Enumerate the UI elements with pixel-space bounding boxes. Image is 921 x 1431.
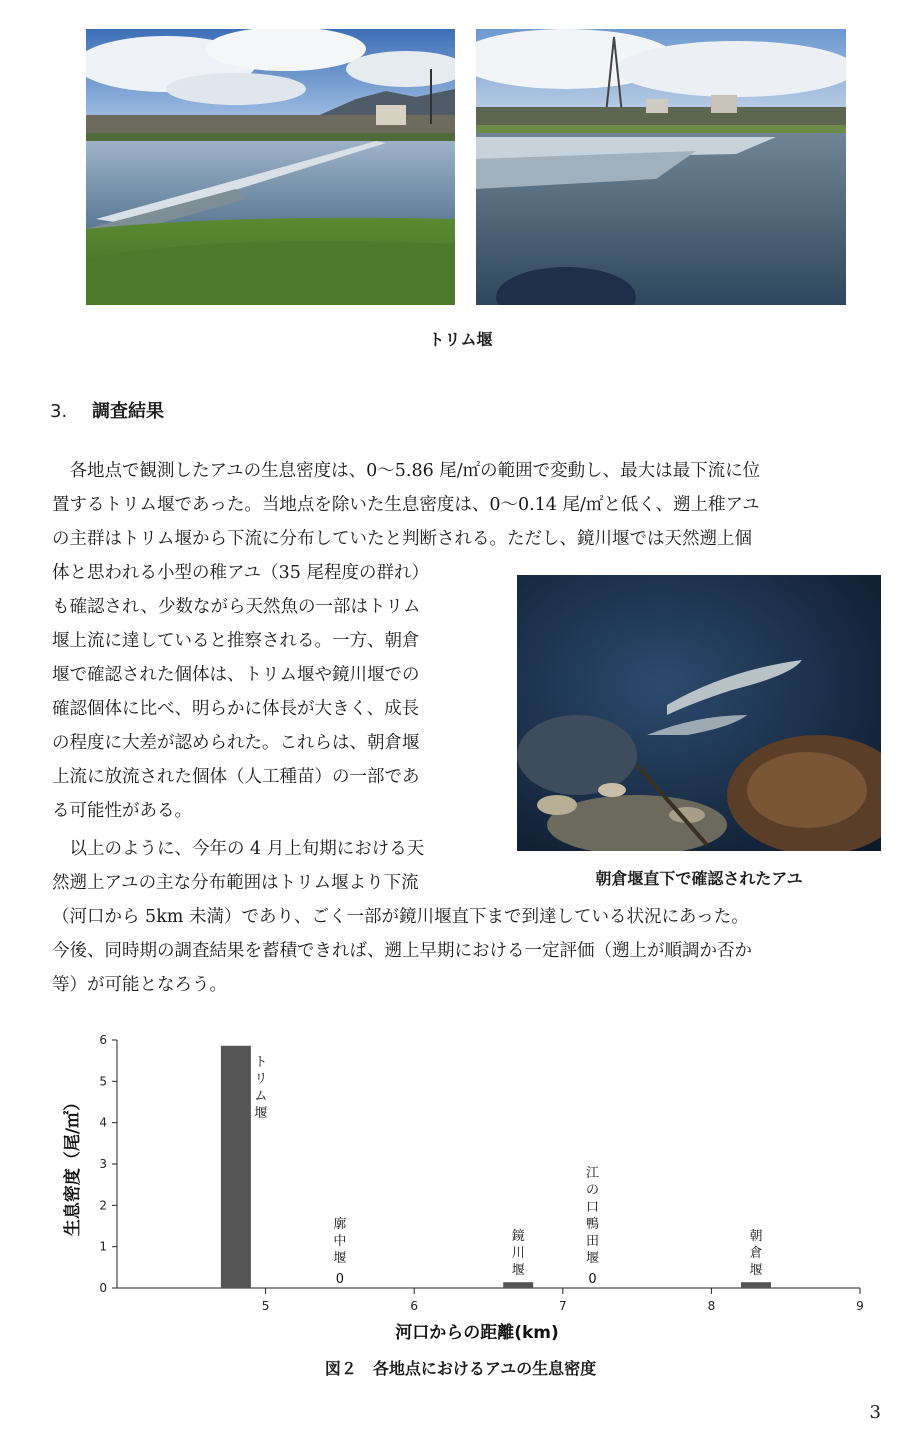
chart-bar-label: トリム堰 [254,1054,268,1121]
chart-x-tick-label: 9 [856,1299,864,1313]
chart-bar-label: 廓中堰 [333,1217,347,1266]
body-line: も確認され、少数ながら天然魚の一部はトリム [52,597,421,617]
chart-y-tick-label: 4 [99,1115,107,1130]
trim-weir-photo-left [86,29,455,305]
chart-x-tick-label: 7 [558,1299,567,1313]
chart-y-tick-label: 3 [99,1157,107,1171]
trim-weir-photo-right [476,29,846,305]
body-line: 確認個体に比べ、明らかに体長が大きく、成長 [52,699,420,719]
body-line: る可能性がある。 [52,801,192,821]
chart-x-tick-label: 8 [707,1299,716,1313]
chart-y-tick-label: 2 [99,1198,107,1213]
body-line: （河口から 5km 未満）であり、ごく一部が鏡川堰直下まで到達している状況にあった。 [52,907,749,927]
chart-y-tick-label: 5 [99,1074,107,1089]
chart-x-axis-label: 河口からの距離(km) [395,1323,559,1343]
figure-caption: 図２ 各地点におけるアユの生息密度 [324,1359,597,1378]
body-line: 置するトリム堰であった。当地点を除いた生息密度は、0〜0.14 尾/㎡と低く、遡上稚アユ [52,495,760,515]
chart-y-axis-label: 生息密度（尾/㎡） [63,1093,83,1237]
chart-y-tick-label: 6 [99,1033,107,1047]
body-line: 今後、同時期の調査結果を蓄積できれば、遡上早期における一定評価（遡上が順調か否か [52,941,752,961]
chart-bar-label: 江の口鴨田堰 [586,1166,600,1266]
chart-bar [741,1282,771,1288]
chart-x-tick-label: 5 [261,1299,270,1313]
ayu-density-bar-chart [40,1020,880,1350]
body-line: の程度に大差が認められた。これらは、朝倉堰 [52,733,420,753]
body-line: 堰で確認された個体は、トリム堰や鏡川堰での [52,665,420,685]
photo-caption-ayu: 朝倉堰直下で確認されたアユ [595,869,803,888]
section-number: 3. [50,401,68,422]
body-line: の主群はトリム堰から下流に分布していたと判断される。ただし、鏡川堰では天然遡上個 [52,529,752,549]
chart-bar-label: 鏡川堰 [511,1229,525,1279]
body-line: 以上のように、今年の 4 月上旬期における天 [52,839,425,859]
body-line: 各地点で観測したアユの生息密度は、0〜5.86 尾/㎡の範囲で変動し、最大は最下流に位 [52,461,761,481]
body-line: 体と思われる小型の稚アユ（35 尾程度の群れ） [52,563,429,583]
chart-y-tick-label: 1 [99,1239,107,1254]
chart-layer [99,1033,863,1313]
ayu-underwater-photo [517,575,881,851]
chart-bar-label: 朝倉堰 [749,1229,763,1279]
section-title: 調査結果 [92,401,164,422]
chart-bar [503,1282,533,1288]
page-number: 3 [869,1402,881,1423]
section-heading [50,397,164,423]
body-line: 等）が可能となろう。 [52,975,227,995]
body-line: 堰上流に達していると推察される。一方、朝倉 [52,631,420,651]
chart-value-label: 0 [588,1272,597,1287]
photo-caption-trim-weir: トリム堰 [428,330,493,349]
body-line: 上流に放流された個体（人工種苗）の一部であ [52,767,420,787]
chart-value-label: 0 [335,1272,345,1287]
body-line: 然遡上アユの主な分布範囲はトリム堰より下流 [52,873,419,893]
chart-bar [221,1046,251,1288]
chart-x-tick-label: 6 [410,1299,419,1313]
chart-y-tick-label: 0 [99,1281,107,1295]
